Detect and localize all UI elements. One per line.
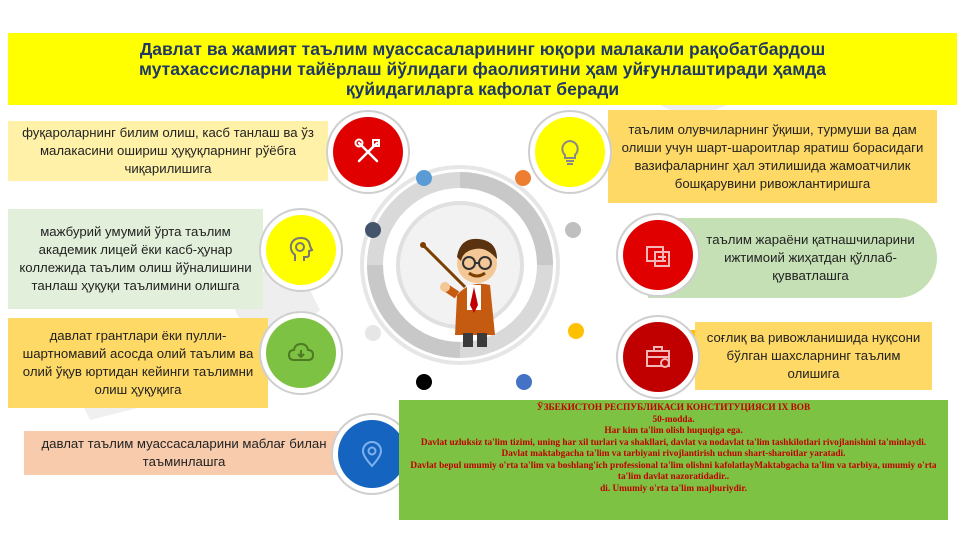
constitution-line-4: Davlat bepul umumiy o'rta ta'lim va boshlang'ich professional ta'lim olishni kafolatlayMaktabgacha ta'lim va tarbiya, umumiy o'rta ta'lim davlat nazoratidadir.. bbox=[410, 460, 937, 482]
constitution-line-5: di. Umumiy o'rta ta'lim majburiydir. bbox=[600, 483, 747, 494]
ring-dot-blue bbox=[416, 170, 432, 186]
lightbulb-circle bbox=[535, 117, 605, 187]
briefcase-circle bbox=[623, 322, 693, 392]
left-item-3-text: давлат грантлари ёки пулли-шартномавий асосда олий таълим ва олий ўқув юртидан кейинги таълимни олиш ҳуқуқига bbox=[22, 328, 254, 397]
constitution-box bbox=[399, 400, 948, 520]
ring-dot-blue-2 bbox=[516, 374, 532, 390]
constitution-heading: ЎЗБЕКИСТОН РЕСПУБЛИКАСИ КОНСТИТУЦИЯСИ IX ВОВ bbox=[536, 403, 811, 413]
left-item-1 bbox=[8, 121, 328, 181]
left-item-4 bbox=[24, 431, 344, 475]
right-item-2-text: таълим жараёни қатнашчиларини ижтимоий жиҳатдан қўллаб-қувватлашга bbox=[706, 232, 915, 283]
head-gear-icon bbox=[286, 235, 316, 265]
documents-icon bbox=[643, 240, 673, 270]
location-pin-icon bbox=[357, 439, 387, 469]
right-item-3-text: соғлиқ ва ривожланишида нуқсони бўлган шахсларнинг таълим олишига bbox=[706, 330, 921, 381]
constitution-line-1: Har kim ta'lim olish huquqiga ega. bbox=[604, 426, 743, 436]
ring-dot-lightgrey bbox=[365, 325, 381, 341]
right-item-1-text: таълим олувчиларнинг ўқиши, турмуши ва дам олиши учун шарт-шароитлар яратиш борасидаги вазифаларнинг ҳал этилишида жамоатчилик бошқарувини ривожлантиришга bbox=[621, 121, 924, 191]
location-circle bbox=[338, 420, 406, 488]
right-item-1 bbox=[608, 110, 937, 203]
page-title: Давлат ва жамият таълим муассасаларининг юқори малакали рақобатбардош мутахассисларни тайёрлаш йўлидаги фаолиятини ҳам уйғунлаштиради ҳамда қуйидагиларга кафолат беради bbox=[8, 33, 957, 105]
briefcase-icon bbox=[643, 342, 673, 372]
tools-circle bbox=[333, 117, 403, 187]
left-item-2 bbox=[8, 209, 263, 309]
constitution-line-2: Davlat uzluksiz ta'lim tizimi, uning har xil turlari va shakllari, davlat va nodavlat ta'lim tashkilotlari rivojlanishini ta'minlaydi. bbox=[420, 437, 927, 448]
left-item-3 bbox=[8, 318, 268, 408]
left-item-1-text: фуқароларнинг билим олиш, касб танлаш ва ўз малакасини ошириш ҳуқуқларнинг рўёбга чиқарилишига bbox=[22, 125, 314, 176]
cloud-circle bbox=[266, 318, 336, 388]
left-item-2-text: мажбурий умумий ўрта таълим академик лицей ёки касб-ҳунар коллежида таълим олиш йўналишини танлаш ҳуқуқи таълимини олишга bbox=[19, 224, 252, 293]
documents-circle bbox=[623, 220, 693, 290]
head-circle bbox=[266, 215, 336, 285]
ring-dot-black bbox=[416, 374, 432, 390]
tools-icon bbox=[353, 137, 383, 167]
lightbulb-icon bbox=[555, 137, 585, 167]
right-item-3 bbox=[695, 322, 932, 390]
ring-dot-orange bbox=[515, 170, 531, 186]
ring-dot-grey bbox=[565, 222, 581, 238]
left-item-4-text: давлат таълим муассасаларини маблағ билан таъминлашга bbox=[41, 436, 327, 469]
teacher-illustration bbox=[415, 225, 525, 350]
ring-dot-yellow bbox=[568, 323, 584, 339]
constitution-line-3: Davlat maktabgacha ta'lim va tarbiyani rivojlantirish uchun shart-sharoitlar yaratadi. bbox=[501, 449, 846, 459]
ring-dot-navy bbox=[365, 222, 381, 238]
constitution-article: 50-modda. bbox=[652, 414, 695, 425]
cloud-icon bbox=[286, 338, 316, 368]
